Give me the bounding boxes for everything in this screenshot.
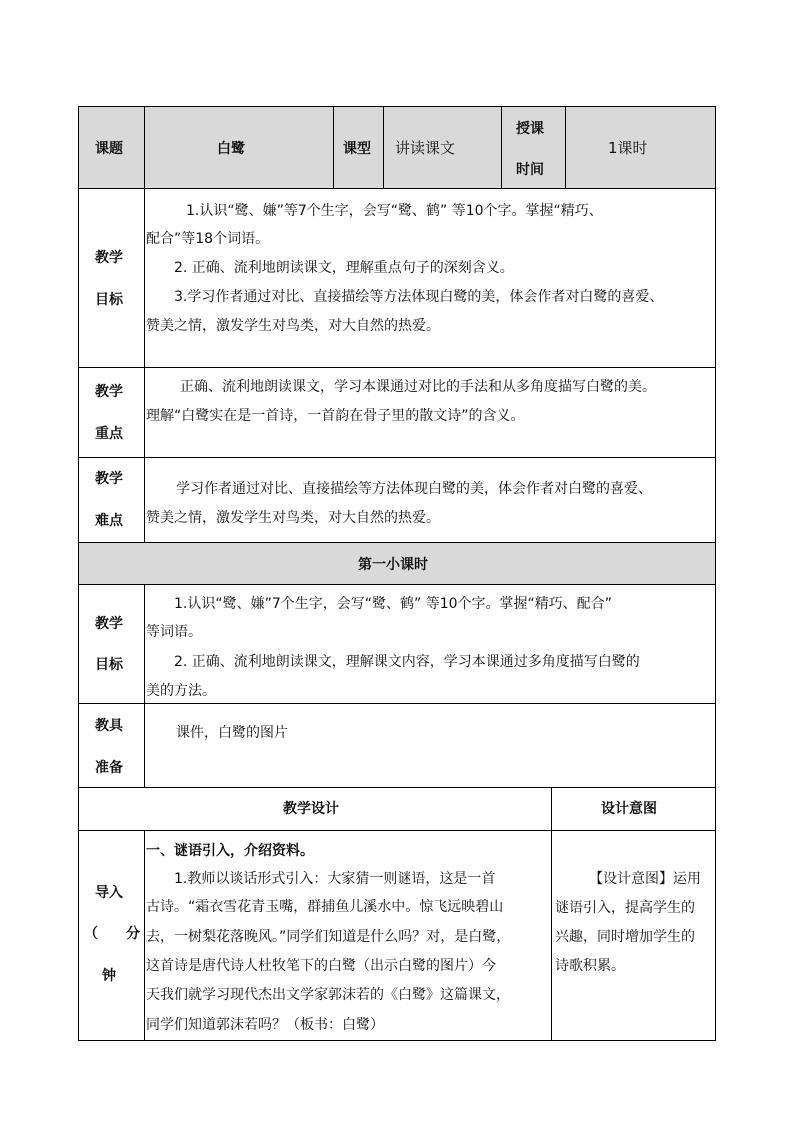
table-line: [78, 457, 716, 458]
table-line: [78, 703, 716, 704]
table-line: [144, 830, 145, 1041]
intro-line: 天我们就学习现代杰出文学家郭沫若的《白鹭》这篇课文，: [146, 987, 510, 1003]
objectives-line: 配合”等18个词语。: [146, 231, 270, 247]
intent-line: 【设计意图】运用: [589, 871, 701, 887]
table-line: [501, 106, 502, 189]
course-type-value: 讲读课文: [395, 139, 456, 157]
section-title: 第一小课时: [358, 557, 428, 573]
table-line: [383, 106, 384, 189]
lesson-objectives-label: 教学: [95, 616, 123, 632]
objectives-line: 2. 正确、流利地朗读课文，理解重点句子的深刻含义。: [174, 260, 514, 276]
course-title-label: 课题: [95, 141, 123, 157]
course-type-label: 课型: [343, 141, 371, 157]
lesson-objectives-line: 1.认识“鹭、嫌”7个生字，会写“鹭、鹤” 等10个字。掌握“精巧、配合”: [174, 596, 613, 612]
intro-label: 导入: [95, 885, 123, 901]
class-hours-label: 时间: [516, 162, 544, 178]
intro-line: 古诗。“霜衣雪花青玉嘴，群捕鱼儿溪水中。惊飞远映碧山: [146, 899, 504, 915]
objectives-line: 3.学习作者通过对比、直接描绘等方法体现白鹭的美，体会作者对白鹭的喜爱、: [174, 289, 664, 305]
design-column-header: 教学设计: [283, 801, 339, 817]
intent-column-header: 设计意图: [601, 801, 657, 817]
difficulties-label: 教学: [95, 471, 123, 487]
intro-line: 同学们知道郭沫若吗？（板书：白鹭）: [146, 1017, 384, 1033]
intro-heading: 一、谜语引入，介绍资料。: [146, 843, 314, 859]
course-title-value: 白鹭: [217, 141, 245, 157]
objectives-label: 教学: [95, 250, 123, 266]
table-line: [144, 584, 145, 788]
key-points-line: 正确、流利地朗读课文，学习本课通过对比的手法和从多角度描写白鹭的美。: [180, 379, 656, 395]
key-points-label: 重点: [95, 426, 123, 442]
intent-line: 兴趣，同时增加学生的: [555, 929, 695, 945]
objectives-label: 目标: [95, 292, 123, 308]
materials-label: 教具: [95, 718, 123, 734]
table-line: [78, 188, 716, 189]
intent-line: 诗歌积累。: [555, 958, 625, 974]
class-hours-label: 授课: [516, 121, 544, 137]
key-points-line: 理解“白鹭实在是一首诗，一首韵在骨子里的散文诗”的含义。: [146, 408, 525, 424]
intent-line: 谜语引入，提高学生的: [555, 900, 695, 916]
lesson-objectives-label: 目标: [95, 657, 123, 673]
table-line: [551, 787, 552, 1041]
intro-line: 这首诗是唐代诗人杜牧笔下的白鹭（出示白鹭的图片）今: [146, 958, 496, 974]
table-line: [78, 106, 716, 107]
intro-label-unit: 分: [126, 926, 140, 942]
table-line: [333, 106, 334, 189]
materials-text: 课件，白鹭的图片: [176, 725, 288, 741]
difficulties-line: 赞美之情，激发学生对鸟类，对大自然的热爱。: [146, 510, 440, 526]
table-line: [78, 787, 716, 788]
table-line: [715, 106, 716, 1041]
objectives-line: 赞美之情，激发学生对鸟类，对大自然的热爱。: [146, 318, 440, 334]
lesson-objectives-line: 2. 正确、流利地朗读课文，理解课文内容，学习本课通过多角度描写白鹭的: [174, 654, 640, 670]
table-line: [144, 106, 145, 543]
class-hours-value: 1课时: [608, 139, 648, 157]
table-line: [78, 830, 716, 831]
table-line: [565, 106, 566, 189]
objectives-line: 1.认识“鹭、嫌”等7个生字，会写“鹭、鹤” 等10个字。掌握“精巧、: [186, 203, 603, 219]
table-line: [78, 1040, 716, 1041]
materials-label: 准备: [95, 760, 123, 776]
intro-label-open: （: [84, 926, 98, 942]
intro-line: 去，一树梨花落晚风。”同学们知道是什么吗？对，是白鹭，: [146, 929, 511, 945]
intro-line: 1.教师以谈话形式引入：大家猜一则谜语，这是一首: [174, 871, 496, 887]
lesson-objectives-line: 美的方法。: [146, 683, 216, 699]
lesson-objectives-line: 等词语。: [146, 624, 202, 640]
table-line: [78, 367, 716, 368]
key-points-label: 教学: [95, 384, 123, 400]
table-line: [78, 106, 79, 1041]
difficulties-line: 学习作者通过对比、直接描绘等方法体现白鹭的美，体会作者对白鹭的喜爱、: [176, 481, 652, 497]
intro-label: 钟: [102, 968, 116, 984]
table-line: [78, 584, 716, 585]
difficulties-label: 难点: [95, 513, 123, 529]
table-line: [78, 542, 716, 543]
